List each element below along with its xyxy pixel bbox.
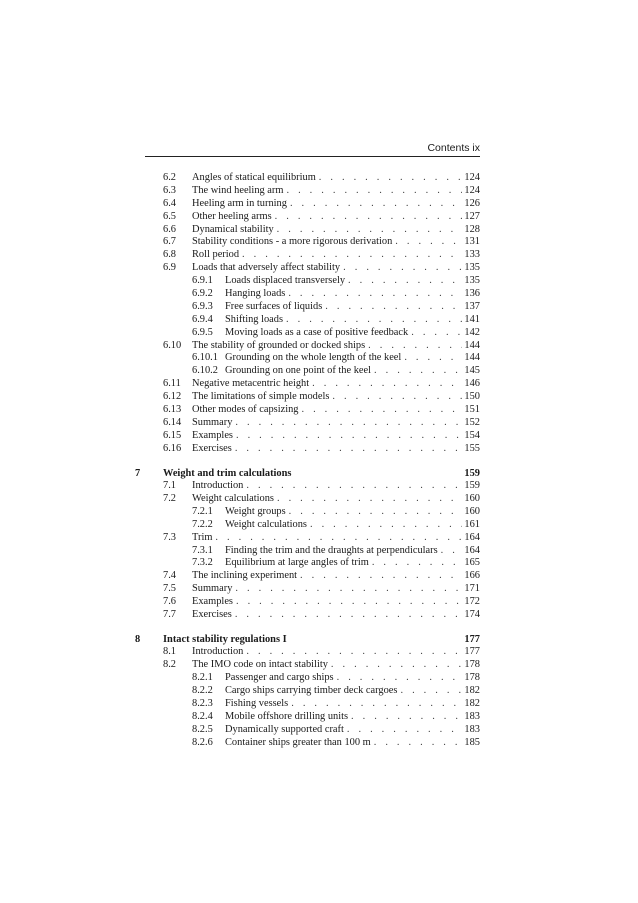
toc-entry-title-wrap <box>192 172 462 185</box>
toc-entry-title: Introduction <box>192 480 244 492</box>
toc-entry-number: 8.2 <box>163 659 176 671</box>
toc-entry-title: Intact stability regulations I <box>163 633 287 645</box>
toc-entry-title-wrap <box>225 275 462 288</box>
toc-entry-row <box>135 480 480 493</box>
toc-entry-title-wrap <box>225 327 462 340</box>
toc-entry-number: 6.7 <box>163 236 176 248</box>
toc-entry-row <box>135 417 480 430</box>
toc-entry-title-wrap <box>192 443 462 456</box>
toc-entry-title: Weight calculations <box>192 492 274 504</box>
toc-entry-title-wrap <box>192 583 462 596</box>
dot-leader <box>286 185 462 198</box>
dot-leader <box>290 198 462 211</box>
toc-entry-title-wrap <box>192 609 462 622</box>
toc-entry-row <box>135 545 480 558</box>
toc-entry-page: 166 <box>464 570 480 582</box>
toc-entry-title-wrap <box>225 519 462 532</box>
toc-entry-page: 126 <box>464 197 480 209</box>
toc-entry-number: 6.9.2 <box>192 288 213 300</box>
dot-leader <box>404 352 462 365</box>
toc-entry-title: Roll period <box>192 249 240 261</box>
dot-leader <box>374 737 462 750</box>
toc-entry-title-wrap <box>192 646 462 659</box>
header-rule <box>145 156 480 157</box>
toc-entry-row <box>135 172 480 185</box>
toc-entry-page: 150 <box>464 391 480 403</box>
toc-entry-page: 128 <box>464 223 480 235</box>
running-header <box>145 142 480 156</box>
toc-entry-page: 164 <box>464 544 480 556</box>
toc-entry-title: Dynamically supported craft <box>225 723 344 735</box>
toc-entry-number: 6.10.2 <box>192 365 218 377</box>
dot-leader <box>325 301 462 314</box>
toc-entry-number: 6.3 <box>163 184 176 196</box>
toc-entry-page: 133 <box>464 249 480 261</box>
toc-entry-title: Shifting loads <box>225 313 284 325</box>
toc-entry-page: 159 <box>464 480 480 492</box>
table-of-contents <box>135 172 480 750</box>
running-header-label: Contents ix <box>427 142 480 154</box>
toc-entry-page: 161 <box>464 518 480 530</box>
dot-leader <box>337 672 462 685</box>
toc-entry-title: Cargo ships carrying timber deck cargoes <box>225 685 398 697</box>
toc-entry-title: The wind heeling arm <box>192 184 284 196</box>
dot-leader <box>395 236 462 249</box>
toc-entry-title: Angles of statical equilibrium <box>192 172 316 183</box>
toc-entry-title-wrap <box>225 672 462 685</box>
toc-entry-row <box>135 288 480 301</box>
dot-leader <box>235 443 462 456</box>
toc-entry-title: Introduction <box>192 646 244 658</box>
toc-entry-page: 124 <box>464 184 480 196</box>
toc-entry-number: 7.2.1 <box>192 505 213 517</box>
toc-entry-title-wrap <box>192 262 462 275</box>
toc-entry-title-wrap <box>192 659 462 672</box>
toc-entry-number: 6.8 <box>163 249 176 261</box>
toc-entry-number: 6.5 <box>163 210 176 222</box>
dot-leader <box>236 430 462 443</box>
toc-entry-row <box>135 724 480 737</box>
toc-entry-page: 124 <box>464 172 480 183</box>
toc-entry-title: Passenger and cargo ships <box>225 672 334 684</box>
dot-leader <box>319 172 462 185</box>
toc-entry-title-wrap <box>225 737 462 750</box>
toc-entry-title: Heeling arm in turning <box>192 197 287 209</box>
dot-leader <box>235 417 462 430</box>
toc-entry-title: Finding the trim and the draughts at perpendiculars <box>225 544 438 556</box>
toc-entry-title-wrap <box>225 557 462 570</box>
toc-entry-title-wrap <box>192 185 462 198</box>
dot-leader <box>242 249 462 262</box>
toc-entry-page: 178 <box>464 672 480 684</box>
toc-entry-title: Weight and trim calculations <box>163 467 292 479</box>
toc-entry-title-wrap <box>225 288 462 301</box>
dot-leader <box>351 711 462 724</box>
toc-entry-title-wrap <box>192 532 462 545</box>
toc-entry-title-wrap <box>192 224 462 237</box>
dot-leader <box>236 596 462 609</box>
toc-entry-number: 6.4 <box>163 197 176 209</box>
toc-entry-number: 8 <box>135 633 141 645</box>
toc-entry-number: 8.2.1 <box>192 672 213 684</box>
toc-entry-title-wrap <box>225 545 462 558</box>
toc-entry-title: Other heeling arms <box>192 210 272 222</box>
dot-leader <box>347 724 462 737</box>
toc-entry-row <box>135 275 480 288</box>
toc-entry-number: 8.2.5 <box>192 723 213 735</box>
toc-entry-title: Other modes of capsizing <box>192 404 299 416</box>
toc-entry-number: 6.9.4 <box>192 313 213 325</box>
toc-entry-number: 7.3.2 <box>192 557 213 569</box>
dot-leader <box>332 391 462 404</box>
dot-leader <box>289 506 462 519</box>
toc-chapter-row <box>135 633 480 647</box>
toc-entry-number: 8.2.3 <box>192 697 213 709</box>
toc-entry-number: 8.2.6 <box>192 736 213 748</box>
toc-entry-number: 6.11 <box>163 378 181 390</box>
toc-entry-page: 142 <box>464 326 480 338</box>
toc-entry-row <box>135 211 480 224</box>
toc-entry-number: 6.9.3 <box>192 300 213 312</box>
toc-entry-number: 7.4 <box>163 570 176 582</box>
toc-entry-title-wrap <box>192 198 462 211</box>
toc-entry-number: 6.12 <box>163 391 182 403</box>
toc-entry-title-wrap <box>192 404 462 417</box>
toc-entry-page: 131 <box>464 236 480 248</box>
toc-entry-page: 177 <box>464 646 480 658</box>
toc-entry-page: 182 <box>464 685 480 697</box>
dot-leader <box>286 314 462 327</box>
toc-entry-row <box>135 301 480 314</box>
toc-entry-title-wrap <box>225 506 462 519</box>
toc-entry-title-wrap <box>225 685 462 698</box>
toc-entry-title: Equilibrium at large angles of trim <box>225 557 369 569</box>
toc-entry-title-wrap <box>225 314 462 327</box>
toc-entry-title-wrap <box>163 467 462 481</box>
toc-entry-page: 183 <box>464 710 480 722</box>
toc-entry-row <box>135 378 480 391</box>
toc-entry-row <box>135 646 480 659</box>
toc-entry-row <box>135 532 480 545</box>
dot-leader <box>411 327 462 340</box>
dot-leader <box>343 262 462 275</box>
toc-entry-row <box>135 340 480 353</box>
dot-leader <box>310 519 462 532</box>
toc-entry-row <box>135 596 480 609</box>
toc-entry-title-wrap <box>192 340 462 353</box>
toc-entry-title-wrap <box>192 417 462 430</box>
toc-entry-number: 6.16 <box>163 442 182 454</box>
toc-entry-number: 8.2.4 <box>192 710 213 722</box>
toc-entry-title: The inclining experiment <box>192 570 298 582</box>
toc-entry-row <box>135 314 480 327</box>
toc-entry-page: 145 <box>464 365 480 377</box>
toc-entry-page: 183 <box>464 723 480 735</box>
dot-leader <box>215 532 462 545</box>
dot-leader <box>300 570 462 583</box>
toc-entry-page: 160 <box>464 492 480 504</box>
toc-entry-number: 6.13 <box>163 404 182 416</box>
toc-entry-title: Moving loads as a case of positive feedback <box>225 326 409 338</box>
toc-entry-page: 185 <box>464 736 480 748</box>
toc-entry-row <box>135 570 480 583</box>
toc-entry-number: 6.9 <box>163 262 176 274</box>
dot-leader <box>235 583 462 596</box>
toc-entry-title: Loads that adversely affect stability <box>192 262 341 274</box>
toc-entry-row <box>135 443 480 456</box>
toc-entry-page: 155 <box>464 442 480 454</box>
toc-entry-row <box>135 224 480 237</box>
toc-entry-page: 151 <box>464 404 480 416</box>
toc-entry-row <box>135 391 480 404</box>
dot-leader <box>348 275 462 288</box>
toc-entry-number: 7.5 <box>163 583 176 595</box>
toc-entry-title-wrap <box>163 633 462 647</box>
toc-entry-page: 178 <box>464 659 480 671</box>
toc-entry-title: The stability of grounded or docked ships <box>192 339 366 351</box>
toc-entry-number: 6.9.1 <box>192 275 213 287</box>
toc-entry-title-wrap <box>225 352 462 365</box>
toc-entry-page: 135 <box>464 275 480 287</box>
toc-entry-row <box>135 609 480 622</box>
dot-leader <box>368 340 462 353</box>
toc-entry-page: 135 <box>464 262 480 274</box>
toc-entry-page: 182 <box>464 697 480 709</box>
toc-entry-title: Negative metacentric height <box>192 378 310 390</box>
toc-entry-row <box>135 737 480 750</box>
dot-leader <box>441 545 462 558</box>
toc-entry-title: Summary <box>192 416 233 428</box>
toc-entry-row <box>135 365 480 378</box>
toc-entry-page: 160 <box>464 505 480 517</box>
dot-leader <box>277 493 462 506</box>
dot-leader <box>235 609 462 622</box>
dot-leader <box>275 211 462 224</box>
toc-entry-page: 141 <box>464 313 480 325</box>
toc-entry-number: 7.2.2 <box>192 518 213 530</box>
toc-entry-page: 144 <box>464 352 480 364</box>
toc-entry-title: The limitations of simple models <box>192 391 330 403</box>
toc-entry-page: 146 <box>464 378 480 390</box>
toc-entry-title: Stability conditions - a more rigorous derivation <box>192 236 393 248</box>
toc-entry-title: The IMO code on intact stability <box>192 659 328 671</box>
toc-entry-title: Hanging loads <box>225 288 286 300</box>
toc-entry-page: 172 <box>464 596 480 608</box>
toc-entry-title: Fishing vessels <box>225 697 289 709</box>
toc-entry-page: 136 <box>464 288 480 300</box>
toc-entry-number: 6.10.1 <box>192 352 218 364</box>
toc-entry-row <box>135 352 480 365</box>
toc-entry-number: 7.3 <box>163 531 176 543</box>
toc-entry-title: Examples <box>192 596 233 608</box>
toc-entry-row <box>135 685 480 698</box>
toc-entry-number: 6.2 <box>163 172 176 183</box>
toc-entry-title-wrap <box>192 493 462 506</box>
toc-entry-title: Exercises <box>192 609 232 620</box>
toc-entry-number: 8.1 <box>163 646 176 658</box>
toc-entry-title: Weight calculations <box>225 518 307 530</box>
dot-leader <box>301 404 462 417</box>
toc-entry-title-wrap <box>192 249 462 262</box>
dot-leader <box>331 659 462 672</box>
toc-entry-row <box>135 659 480 672</box>
dot-leader <box>288 288 462 301</box>
toc-entry-number: 7.6 <box>163 596 176 608</box>
toc-entry-number: 8.2.2 <box>192 685 213 697</box>
toc-entry-title: Examples <box>192 429 233 441</box>
toc-entry-number: 7.2 <box>163 492 176 504</box>
toc-entry-page: 159 <box>464 467 480 479</box>
toc-entry-title: Exercises <box>192 442 232 454</box>
toc-entry-number: 6.14 <box>163 416 182 428</box>
toc-entry-row <box>135 430 480 443</box>
toc-entry-row <box>135 672 480 685</box>
toc-entry-title: Grounding on the whole length of the keel <box>225 352 402 364</box>
toc-entry-page: 144 <box>464 339 480 351</box>
toc-entry-row <box>135 185 480 198</box>
toc-entry-row <box>135 557 480 570</box>
dot-leader <box>374 365 462 378</box>
toc-entry-row <box>135 519 480 532</box>
toc-entry-number: 7 <box>135 467 141 479</box>
toc-entry-title-wrap <box>192 391 462 404</box>
toc-entry-page: 152 <box>464 416 480 428</box>
dot-leader <box>277 224 462 237</box>
dot-leader <box>372 557 462 570</box>
dot-leader <box>291 698 462 711</box>
toc-entry-row <box>135 493 480 506</box>
toc-entry-title: Trim <box>192 531 213 543</box>
toc-entry-page: 171 <box>464 583 480 595</box>
toc-entry-title-wrap <box>225 301 462 314</box>
toc-entry-number: 7.7 <box>163 609 176 620</box>
toc-entry-page: 154 <box>464 429 480 441</box>
dot-leader <box>246 646 462 659</box>
toc-entry-number: 7.3.1 <box>192 544 213 556</box>
toc-entry-number: 6.9.5 <box>192 326 213 338</box>
toc-entry-title-wrap <box>192 378 462 391</box>
toc-entry-title-wrap <box>225 365 462 378</box>
toc-entry-row <box>135 711 480 724</box>
toc-entry-title-wrap <box>225 724 462 737</box>
toc-entry-title-wrap <box>192 211 462 224</box>
toc-entry-page: 174 <box>464 609 480 620</box>
toc-entry-title: Free surfaces of liquids <box>225 300 323 312</box>
toc-entry-page: 164 <box>464 531 480 543</box>
toc-entry-row <box>135 262 480 275</box>
toc-entry-page: 165 <box>464 557 480 569</box>
toc-chapter-row <box>135 467 480 481</box>
toc-entry-number: 6.6 <box>163 223 176 235</box>
toc-entry-row <box>135 698 480 711</box>
toc-entry-title-wrap <box>192 596 462 609</box>
toc-entry-title-wrap <box>192 236 462 249</box>
toc-entry-title-wrap <box>225 698 462 711</box>
toc-entry-title: Dynamical stability <box>192 223 274 235</box>
toc-entry-number: 6.10 <box>163 339 182 351</box>
toc-entry-title: Container ships greater than 100 m <box>225 736 371 748</box>
toc-entry-page: 127 <box>464 210 480 222</box>
toc-entry-row <box>135 249 480 262</box>
toc-entry-number: 6.15 <box>163 429 182 441</box>
toc-entry-number: 7.1 <box>163 480 176 492</box>
toc-entry-page: 177 <box>464 633 480 645</box>
toc-entry-row <box>135 583 480 596</box>
toc-entry-row <box>135 327 480 340</box>
toc-entry-title-wrap <box>192 480 462 493</box>
toc-entry-page: 137 <box>464 300 480 312</box>
toc-entry-title: Grounding on one point of the keel <box>225 365 372 377</box>
toc-entry-title-wrap <box>192 430 462 443</box>
toc-entry-row <box>135 404 480 417</box>
toc-entry-title-wrap <box>225 711 462 724</box>
toc-entry-title: Summary <box>192 583 233 595</box>
toc-entry-title: Weight groups <box>225 505 286 517</box>
toc-entry-title: Loads displaced transversely <box>225 275 346 287</box>
toc-entry-row <box>135 506 480 519</box>
toc-entry-title-wrap <box>192 570 462 583</box>
dot-leader <box>400 685 462 698</box>
dot-leader <box>246 480 462 493</box>
dot-leader <box>312 378 462 391</box>
toc-entry-row <box>135 236 480 249</box>
toc-entry-title: Mobile offshore drilling units <box>225 710 349 722</box>
toc-entry-row <box>135 198 480 211</box>
